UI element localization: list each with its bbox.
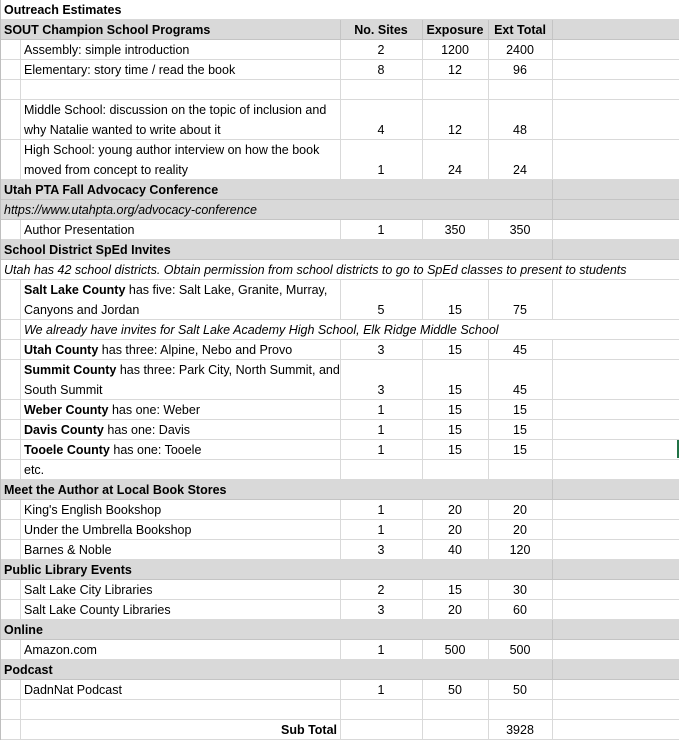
total-value: 15 [513,443,527,457]
table-row[interactable] [0,220,679,240]
exposure-value: 15 [448,383,462,397]
county-detail: has three: Alpine, Nebo and Provo [98,343,293,357]
row-section-pta[interactable] [0,180,679,200]
county-detail: has three: Park City, North Summit, and South Summit [24,363,340,397]
total-value: 48 [513,123,527,137]
county-name: Davis County [24,423,104,437]
section-heading-sout: SOUT Champion School Programs [4,23,211,37]
table-row[interactable] [0,460,679,480]
table-row[interactable] [0,280,679,320]
table-row[interactable] [0,360,679,400]
row-label [24,440,201,460]
county-detail: has five: Salt Lake, Granite, Murray, Canyons and Jordan [24,283,328,317]
row-pta-url[interactable] [0,200,679,220]
sites-value: 5 [377,303,385,317]
row-section-bookstores[interactable] [0,480,679,500]
exposure-value: 15 [448,423,462,437]
county-detail: has one: Weber [108,403,200,417]
total-value: 75 [513,303,527,317]
row-label: King's English Bookshop [24,503,162,517]
county-name: Salt Lake County [24,283,126,297]
sites-value: 1 [377,423,385,437]
row-section-sped[interactable] [0,240,679,260]
total-value: 96 [513,63,527,77]
blank-row[interactable] [0,80,679,100]
total-value: 120 [509,543,531,557]
total-value: 350 [509,223,531,237]
exposure-value: 15 [448,303,462,317]
sheet-title: Outreach Estimates [4,3,122,17]
section-heading-pta: Utah PTA Fall Advocacy Conference [4,183,219,197]
row-label: Author Presentation [24,223,135,237]
sites-value: 3 [377,543,385,557]
table-row[interactable] [0,680,679,700]
row-label: High School: young author interview on how the book moved from concept to reality [24,143,320,177]
row-subtotal[interactable] [0,720,679,740]
sites-value: 1 [377,223,385,237]
exposure-value: 40 [448,543,462,557]
pta-url: https://www.utahpta.org/advocacy-conference [4,203,257,217]
section-heading-podcast: Podcast [4,663,53,677]
subtotal-value: 3928 [506,723,534,737]
exposure-value: 1200 [441,43,469,57]
col-header-sites: No. Sites [354,23,408,37]
row-label: Barnes & Noble [24,543,112,557]
sites-value: 1 [377,523,385,537]
table-row[interactable] [0,60,679,80]
county-name: Weber County [24,403,109,417]
table-row[interactable] [0,440,679,460]
table-row[interactable] [0,400,679,420]
county-detail: has one: Davis [103,423,191,437]
table-row[interactable] [0,140,679,180]
total-value: 60 [513,603,527,617]
row-label [24,280,342,320]
table-row[interactable] [0,100,679,140]
sites-value: 3 [377,603,385,617]
sites-value: 1 [377,683,385,697]
total-value: 45 [513,343,527,357]
table-row[interactable] [0,500,679,520]
row-section-library[interactable] [0,560,679,580]
total-value: 500 [509,643,531,657]
total-value: 20 [513,523,527,537]
total-value: 45 [513,383,527,397]
col-header-total: Ext Total [494,23,546,37]
exposure-value: 15 [448,443,462,457]
sites-value: 1 [377,443,385,457]
row-label: Salt Lake County Libraries [24,603,171,617]
county-detail: has one: Tooele [109,443,202,457]
sites-value: 4 [377,123,385,137]
table-row[interactable] [0,640,679,660]
row-section-online[interactable] [0,620,679,640]
table-row[interactable] [0,520,679,540]
county-name: Utah County [24,343,99,357]
exposure-value: 24 [448,163,462,177]
sites-value: 1 [377,163,385,177]
row-label: Middle School: discussion on the topic of inclusion and why Natalie wanted to write about it [24,103,327,137]
exposure-value: 20 [448,603,462,617]
section-heading-sped: School District SpEd Invites [4,243,171,257]
table-row[interactable] [0,40,679,60]
exposure-value: 15 [448,343,462,357]
row-label: DadnNat Podcast [24,683,122,697]
section-heading-library: Public Library Events [4,563,132,577]
exposure-value: 15 [448,583,462,597]
total-value: 24 [513,163,527,177]
county-name: Tooele County [24,443,110,457]
sped-note: Utah has 42 school districts. Obtain permission from school districts to go to SpEd classes to present to students [4,263,627,277]
row-label: Salt Lake City Libraries [24,583,153,597]
exposure-value: 15 [448,403,462,417]
sites-value: 3 [377,383,385,397]
invites-note: We already have invites for Salt Lake Academy High School, Elk Ridge Middle School [24,323,499,337]
table-row[interactable] [0,420,679,440]
sites-value: 2 [377,43,385,57]
section-heading-bookstores: Meet the Author at Local Book Stores [4,483,227,497]
row-label [24,360,342,400]
total-value: 15 [513,423,527,437]
exposure-value: 12 [448,123,462,137]
row-label [24,420,190,440]
sites-value: 8 [377,63,385,77]
table-row[interactable] [0,540,679,560]
row-invites-note[interactable] [0,320,679,340]
exposure-value: 500 [444,643,466,657]
row-title[interactable] [0,0,679,20]
table-row[interactable] [0,580,679,600]
grid-left-border [0,0,1,740]
total-value: 30 [513,583,527,597]
row-sped-note[interactable] [0,260,679,280]
exposure-value: 20 [448,503,462,517]
total-value: 50 [513,683,527,697]
row-label: Amazon.com [24,643,97,657]
row-label [24,400,200,420]
row-label: Assembly: simple introduction [24,43,190,57]
total-value: 15 [513,403,527,417]
sites-value: 3 [377,343,385,357]
exposure-value: 350 [444,223,466,237]
sites-value: 2 [377,583,385,597]
etc-label: etc. [24,463,45,477]
section-heading-online: Online [4,623,43,637]
table-row[interactable] [0,600,679,620]
row-label: Elementary: story time / read the book [24,63,236,77]
row-label [24,340,292,360]
sites-value: 1 [377,503,385,517]
row-header[interactable] [0,20,679,40]
table-row[interactable] [0,340,679,360]
col-header-exposure: Exposure [426,23,484,37]
blank-row[interactable] [0,700,679,720]
subtotal-label: Sub Total [280,723,337,737]
total-value: 20 [513,503,527,517]
exposure-value: 20 [448,523,462,537]
exposure-value: 12 [448,63,462,77]
row-section-podcast[interactable] [0,660,679,680]
total-value: 2400 [506,43,534,57]
sites-value: 1 [377,403,385,417]
row-label: Under the Umbrella Bookshop [24,523,192,537]
exposure-value: 50 [448,683,462,697]
sites-value: 1 [377,643,385,657]
county-name: Summit County [24,363,117,377]
